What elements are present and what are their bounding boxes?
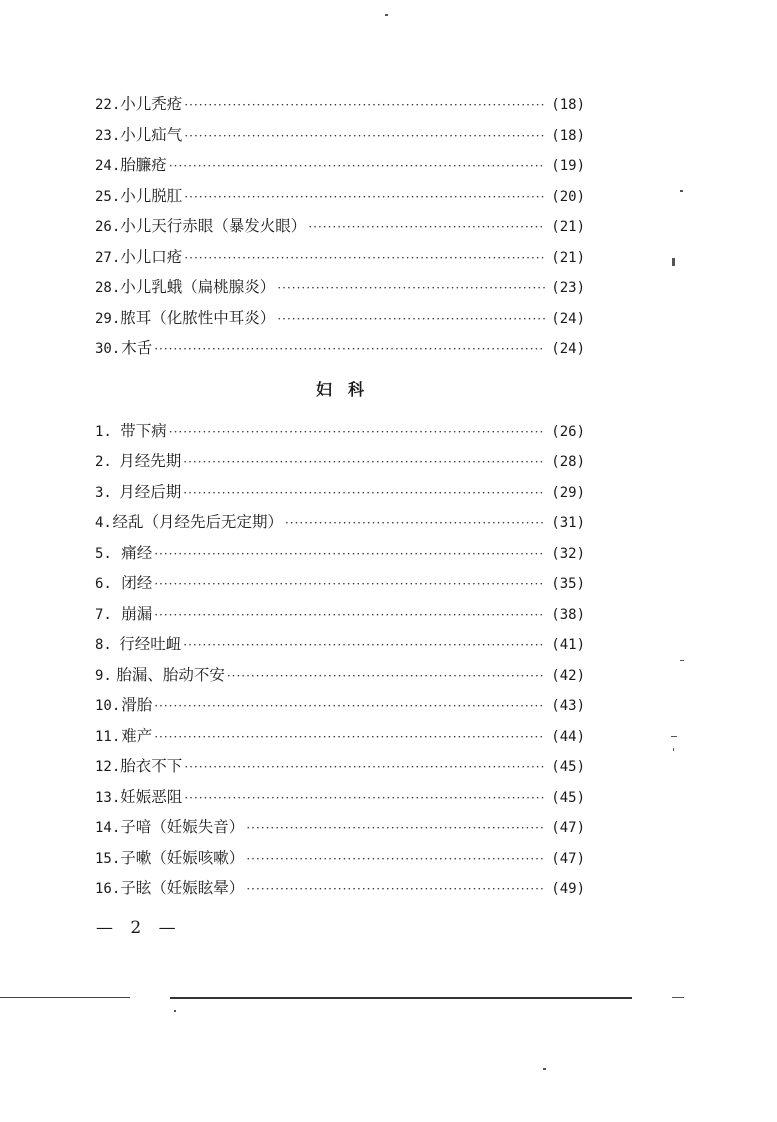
toc-entry-number: 24. bbox=[95, 158, 121, 174]
toc-entry-title: 滑胎 bbox=[121, 696, 153, 714]
toc-entry bbox=[95, 303, 585, 334]
toc-entry bbox=[95, 333, 585, 364]
toc-entry bbox=[95, 242, 585, 273]
scan-speck bbox=[680, 660, 684, 661]
scan-rule-main bbox=[170, 997, 632, 999]
toc-entry-title: 胎臁疮 bbox=[120, 156, 167, 174]
toc-entry-title: 脓耳（化脓性中耳炎） bbox=[120, 308, 276, 327]
toc-entry-title: 胎漏、胎动不安 bbox=[116, 665, 225, 684]
toc-entry-page: (26) bbox=[551, 423, 585, 440]
toc-entry-number: 14. bbox=[95, 820, 121, 836]
toc-entry-page: (24) bbox=[551, 341, 585, 357]
toc-list-gynecology bbox=[95, 416, 585, 904]
scan-speck bbox=[385, 14, 388, 16]
toc-entry bbox=[95, 782, 585, 813]
toc-entry-page: (28) bbox=[551, 454, 585, 470]
toc-entry-title: 闭经 bbox=[121, 574, 153, 592]
toc-entry-number: 3. bbox=[95, 484, 112, 501]
scan-rule-left bbox=[0, 997, 130, 998]
toc-entry-title: 小儿乳蛾（扁桃腺炎） bbox=[120, 278, 276, 296]
toc-entry-page: (32) bbox=[551, 545, 585, 562]
scan-speck bbox=[543, 1068, 546, 1070]
toc-entry bbox=[95, 272, 585, 303]
toc-entry-page: (45) bbox=[551, 789, 585, 806]
toc-entry-title: 子喑（妊娠失音） bbox=[120, 818, 245, 836]
toc-entry bbox=[95, 660, 585, 691]
toc-entry-title: 小儿口疮 bbox=[120, 247, 183, 266]
toc-entry-title: 子眩（妊娠眩晕） bbox=[120, 879, 245, 897]
scan-rule-right bbox=[672, 997, 684, 998]
toc-entry-number: 2. bbox=[95, 454, 112, 470]
toc-leader-dots bbox=[183, 447, 545, 478]
toc-leader-dots bbox=[227, 661, 545, 692]
toc-entry-title: 行经吐衄 bbox=[119, 635, 182, 653]
toc-entry-title: 胎衣不下 bbox=[120, 757, 183, 775]
toc-entry-title: 月经后期 bbox=[119, 482, 182, 501]
toc-entry bbox=[95, 538, 585, 569]
toc-entry-page: (18) bbox=[551, 127, 585, 144]
toc-entry-page: (49) bbox=[551, 881, 585, 897]
toc-leader-dots bbox=[169, 151, 545, 182]
toc-entry-page: (29) bbox=[551, 484, 585, 501]
toc-entry-page: (19) bbox=[551, 158, 585, 174]
toc-leader-dots bbox=[184, 121, 545, 152]
toc-leader-dots bbox=[154, 569, 545, 600]
toc-entry-page: (24) bbox=[551, 310, 585, 327]
toc-leader-dots bbox=[184, 783, 545, 814]
toc-entry-page: (20) bbox=[551, 188, 585, 205]
toc-entry-page: (21) bbox=[551, 249, 585, 266]
toc-leader-dots bbox=[154, 334, 545, 365]
toc-leader-dots bbox=[184, 90, 545, 121]
toc-leader-dots bbox=[184, 182, 545, 213]
toc-entry-title: 妊娠恶阻 bbox=[120, 787, 183, 806]
toc-entry bbox=[95, 120, 585, 151]
scan-speck bbox=[671, 736, 677, 737]
toc-leader-dots bbox=[246, 874, 545, 905]
toc-entry bbox=[95, 873, 585, 904]
toc-entry-title: 难产 bbox=[121, 726, 153, 745]
toc-entry-title: 月经先期 bbox=[119, 452, 182, 470]
toc-entry-number: 25. bbox=[95, 188, 121, 205]
toc-entry bbox=[95, 568, 585, 599]
toc-leader-dots bbox=[246, 844, 545, 875]
toc-leader-dots bbox=[277, 304, 545, 335]
toc-leader-dots bbox=[154, 691, 545, 722]
toc-entry-title: 子嗽（妊娠咳嗽） bbox=[120, 848, 245, 867]
toc-entry-title: 崩漏 bbox=[121, 604, 153, 623]
toc-entry-title: 木舌 bbox=[121, 339, 153, 357]
toc-entry-page: (44) bbox=[551, 728, 585, 745]
toc-entry-page: (21) bbox=[551, 219, 585, 235]
toc-leader-dots bbox=[184, 243, 545, 274]
toc-leader-dots bbox=[154, 539, 545, 570]
toc-entry-number: 29. bbox=[95, 310, 121, 327]
toc-leader-dots bbox=[308, 212, 545, 243]
toc-entry-page: (38) bbox=[551, 606, 585, 623]
toc-entry bbox=[95, 446, 585, 477]
toc-entry-number: 7. bbox=[95, 606, 112, 623]
toc-entry-page: (18) bbox=[551, 97, 585, 113]
toc-leader-dots bbox=[169, 417, 546, 448]
toc-entry-page: (47) bbox=[551, 820, 585, 836]
toc-entry bbox=[95, 599, 585, 630]
toc-entry bbox=[95, 181, 585, 212]
toc-entry-number: 6. bbox=[95, 576, 112, 592]
toc-entry-title: 痛经 bbox=[121, 543, 153, 562]
toc-list-pediatrics bbox=[95, 89, 585, 364]
toc-entry-page: (45) bbox=[551, 759, 585, 775]
toc-entry bbox=[95, 843, 585, 874]
toc-entry bbox=[95, 751, 585, 782]
toc-entry bbox=[95, 211, 585, 242]
toc-entry-number: 4. bbox=[95, 515, 112, 531]
toc-leader-dots bbox=[183, 630, 545, 661]
toc-entry-title: 小儿秃疮 bbox=[120, 95, 183, 113]
toc-entry-title: 带下病 bbox=[120, 421, 167, 440]
toc-entry-number: 22. bbox=[95, 97, 121, 113]
toc-entry bbox=[95, 507, 585, 538]
toc-entry-number: 5. bbox=[95, 545, 112, 562]
toc-entry-page: (23) bbox=[551, 280, 585, 296]
toc-entry bbox=[95, 629, 585, 660]
scan-speck bbox=[680, 190, 683, 192]
toc-entry-title: 小儿天行赤眼（暴发火眼） bbox=[120, 217, 307, 235]
toc-entry-number: 10. bbox=[95, 698, 121, 714]
scan-speck bbox=[174, 1010, 176, 1012]
toc-leader-dots bbox=[154, 600, 545, 631]
toc-entry-number: 15. bbox=[95, 850, 121, 867]
toc-entry-number: 1. bbox=[95, 423, 112, 440]
toc-entry-number: 9. bbox=[95, 667, 112, 684]
section-heading-gynecology: 妇科 bbox=[315, 379, 380, 399]
toc-entry bbox=[95, 416, 585, 447]
toc-leader-dots bbox=[246, 813, 545, 844]
toc-entry-title: 小儿脱肛 bbox=[120, 186, 183, 205]
toc-entry bbox=[95, 150, 585, 181]
toc-entry-page: (42) bbox=[551, 667, 585, 684]
toc-entry-number: 16. bbox=[95, 881, 121, 897]
toc-entry-number: 13. bbox=[95, 789, 121, 806]
toc-entry-number: 28. bbox=[95, 280, 121, 296]
toc-entry bbox=[95, 477, 585, 508]
toc-entry-page: (41) bbox=[551, 637, 585, 653]
table-of-contents bbox=[95, 89, 585, 904]
toc-entry-page: (35) bbox=[551, 576, 585, 592]
toc-leader-dots bbox=[183, 478, 545, 509]
toc-entry-number: 27. bbox=[95, 249, 121, 266]
toc-entry-number: 8. bbox=[95, 637, 112, 653]
toc-leader-dots bbox=[184, 752, 545, 783]
page-number: — 2 — bbox=[96, 918, 182, 938]
toc-entry-page: (43) bbox=[551, 698, 585, 714]
scan-speck bbox=[672, 258, 675, 266]
toc-leader-dots bbox=[277, 273, 545, 304]
toc-entry-number: 26. bbox=[95, 219, 121, 235]
toc-entry bbox=[95, 89, 585, 120]
toc-entry-title: 小儿疝气 bbox=[120, 125, 183, 144]
scan-speck bbox=[673, 748, 674, 751]
toc-entry-page: (31) bbox=[551, 515, 585, 531]
toc-entry-title: 经乱（月经先后无定期） bbox=[112, 513, 283, 531]
toc-entry bbox=[95, 690, 585, 721]
toc-entry-page: (47) bbox=[551, 850, 585, 867]
toc-entry-number: 11. bbox=[95, 728, 121, 745]
toc-entry-number: 23. bbox=[95, 127, 121, 144]
toc-entry bbox=[95, 721, 585, 752]
toc-leader-dots bbox=[154, 722, 545, 753]
toc-entry bbox=[95, 812, 585, 843]
toc-entry-number: 30. bbox=[95, 341, 121, 357]
toc-entry-number: 12. bbox=[95, 759, 121, 775]
toc-leader-dots bbox=[285, 508, 545, 539]
